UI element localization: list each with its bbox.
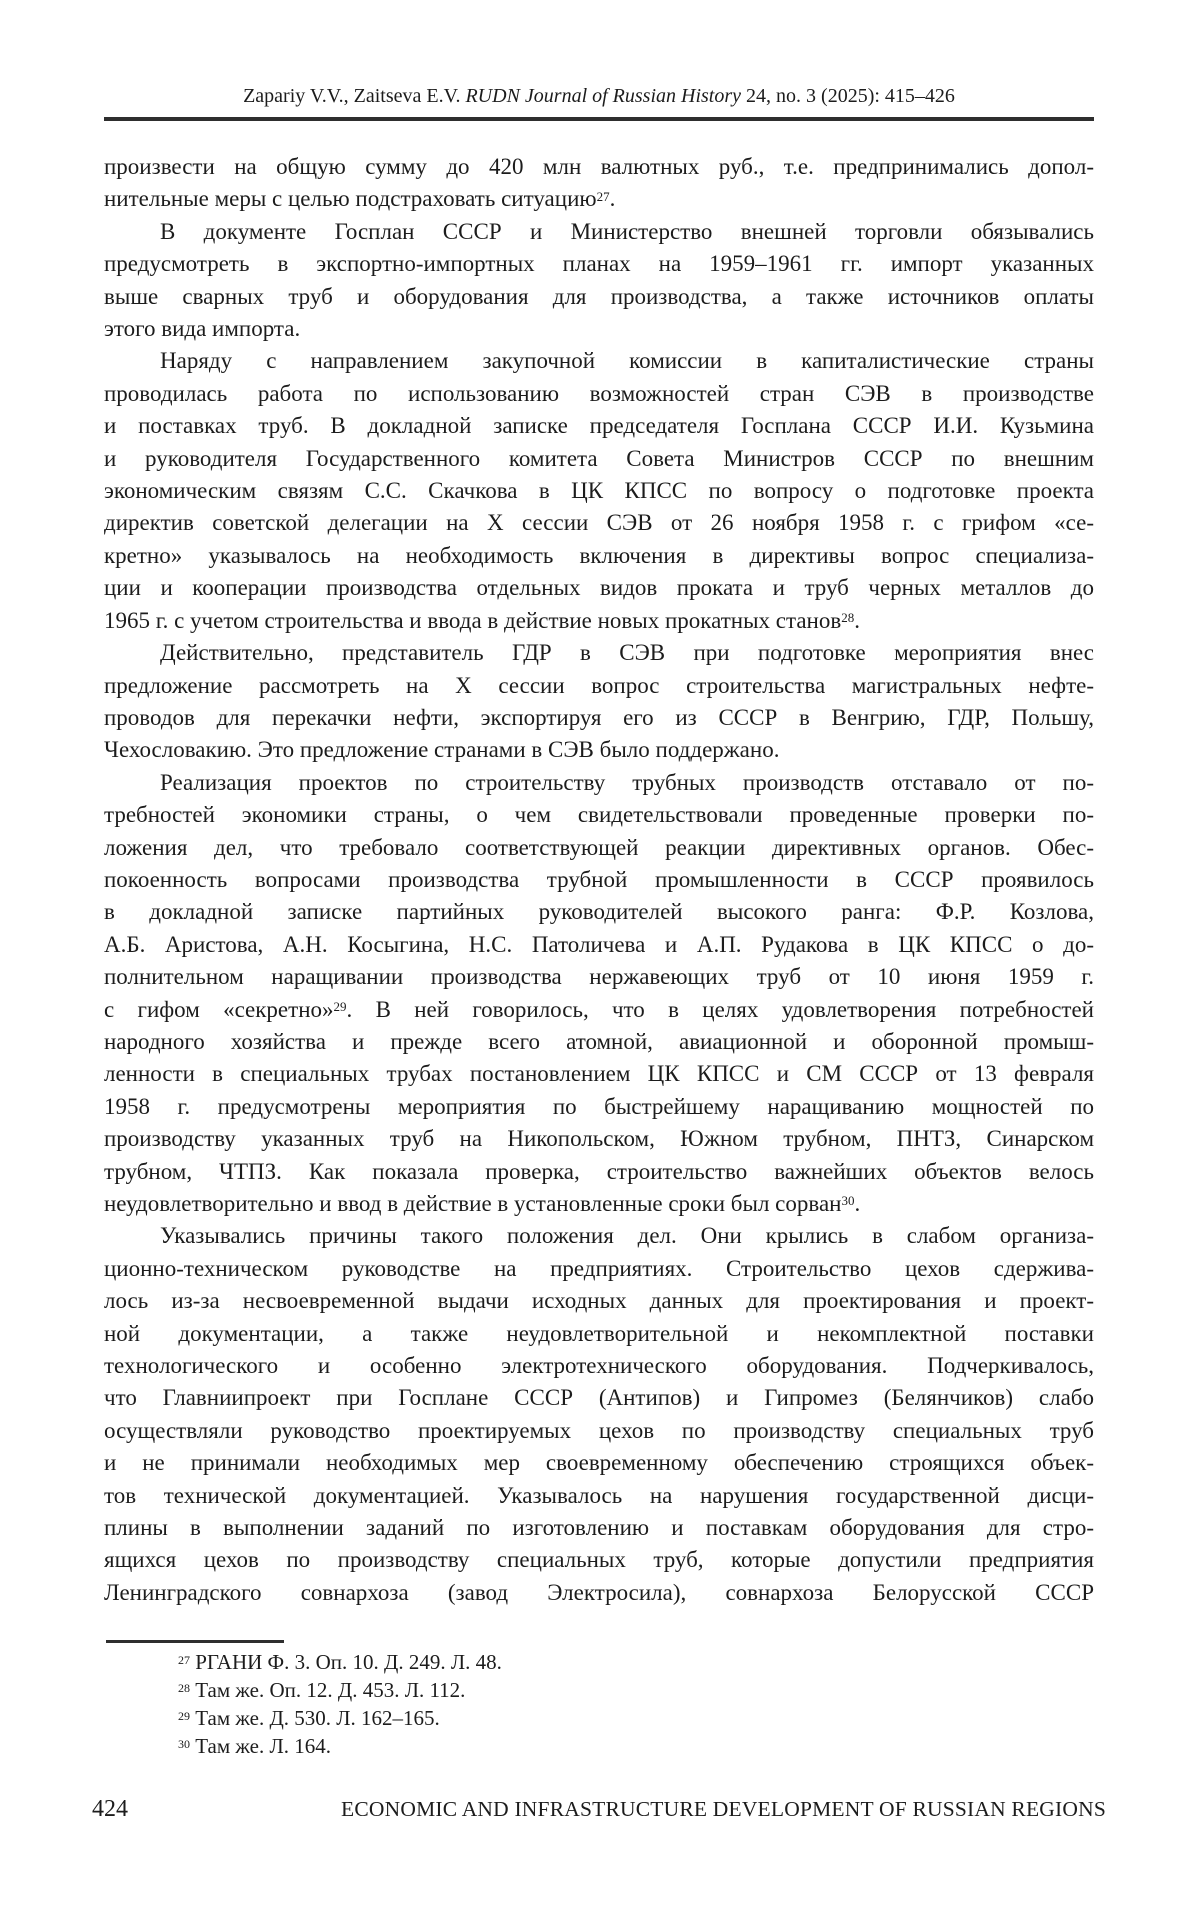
footnote-marker: 28 [841,609,855,625]
page-number: 424 [92,1796,128,1822]
text-line: в докладной записке партийных руководителей высокого ранга: Ф.Р. Козлова, [104,899,1094,925]
running-title: ECONOMIC AND INFRASTRUCTURE DEVELOPMENT OF RUSSIAN REGIONS [341,1797,1106,1821]
text-line: 1965 г. с учетом строительства и ввода в действие новых прокатных станов$^{28}$. [104,607,860,633]
text-line: Наряду с направлением закупочной комиссии в капиталистические страны [160,348,1094,374]
text-line: производству указанных труб на Никопольском, Южном трубном, ПНТЗ, Синарском [104,1126,1094,1152]
text-line: технологического и особенно электротехнического оборудования. Подчеркивалось, [104,1353,1094,1379]
text-line: неудовлетворительно и ввод в действие в установленные сроки был сорван$^{30}$. [104,1191,861,1216]
text-line: экономическим связям С.С. Скачкова в ЦК КПСС по вопросу о подготовке проекта [104,478,1094,504]
text-line: В документе Госплан СССР и Министерство внешней торговли обязывались [160,218,1094,244]
text-line: покоенность вопросами производства трубной промышленности в СССР проявилось [104,866,1094,892]
header-rule [104,117,1094,121]
running-header-authors: Zapariy V.V., Zaitseva E.V. [243,85,466,107]
page-footer [92,1796,1106,1823]
article-body [104,151,1094,1609]
text-line: плины в выполнении заданий по изготовлению и поставкам оборудования для стро- [104,1515,1094,1541]
text-line: директив советской делегации на X сессии СЭВ от 26 ноября 1958 г. с грифом «се- [104,510,1094,536]
text-line: полнительном наращивании производства нержавеющих труб от 10 июня 1959 г. [104,964,1094,990]
text-line: осуществляли руководство проектируемых цехов по производству специальных труб [104,1417,1094,1443]
text-line: с гифом «секретно»$^{29}$. В ней говорилось, что в целях удовлетворения потребностей [104,996,1094,1022]
footnote: $^{28}$ Там же. Оп. 12. Д. 453. Л. 112. [178,1678,466,1702]
text-line: требностей экономики страны, о чем свидетельствовали проведенные проверки по- [104,802,1094,828]
footnote-marker: 30 [841,1193,855,1209]
text-line: ящихся цехов по производству специальных труб, которые допустили предприятия [104,1547,1094,1573]
text-line: Действительно, представитель ГДР в СЭВ при подготовке мероприятия внес [160,640,1094,666]
text-line: проводилась работа по использованию возможностей стран СЭВ в производстве [104,380,1094,406]
footnote-marker: 28 [178,1680,190,1695]
running-header [104,84,1094,108]
footnotes [104,1648,1094,1760]
text-line: трубном, ЧТПЗ. Как показала проверка, строительство важнейших объектов велось [104,1158,1094,1184]
footnote-marker: 29 [333,998,347,1014]
text-line: Указывались причины такого положения дел. Они крылись в слабом организа- [160,1223,1094,1249]
text-line: предложение рассмотреть на X сессии вопрос строительства магистральных нефте- [104,672,1094,698]
text-line: народного хозяйства и прежде всего атомной, авиационной и оборонной промыш- [104,1028,1094,1054]
text-line: ленности в специальных трубах постановлением ЦК КПСС и СМ СССР от 13 февраля [104,1061,1094,1087]
text-line: Чехословакию. Это предложение странами в СЭВ было поддержано. [104,737,780,763]
footnote-separator [106,1640,284,1643]
text-line: и не принимали необходимых мер своевременному обеспечению строящихся объек- [104,1450,1094,1476]
text-line: что Главниипроект при Госплане СССР (Антипов) и Гипромез (Белянчиков) слабо [104,1385,1094,1411]
text-line: Ленинградского совнархоза (завод Электросила), совнархоза Белорусской СССР [104,1579,1094,1605]
text-line: тов технической документацией. Указывалось на нарушения государственной дисци- [104,1482,1094,1508]
footnote-marker: 27 [596,188,610,204]
footnote-marker: 30 [178,1736,190,1751]
text-line: и руководителя Государственного комитета Совета Министров СССР по внешним [104,445,1094,471]
text-line: нительные меры с целью подстраховать ситуацию$^{27}$. [104,186,616,212]
text-line: 1958 г. предусмотрены мероприятия по быстрейшему наращиванию мощностей по [104,1093,1094,1119]
running-header-journal-title: RUDN Journal of Russian History [465,85,742,107]
text-line: предусмотреть в экспортно-импортных планах на 1959–1961 гг. импорт указанных [104,251,1094,277]
text-line: кретно» указывалось на необходимость включения в директивы вопрос специализа- [104,542,1094,568]
text-line: Реализация проектов по строительству трубных производств отставало от по- [160,769,1094,795]
running-header-issue: 24, no. 3 (2025): 415–426 [741,85,955,107]
footnote: $^{29}$ Там же. Д. 530. Л. 162–165. [178,1706,440,1730]
text-line: выше сварных труб и оборудования для производства, а также источников оплаты [104,283,1094,309]
footnote: $^{27}$ РГАНИ Ф. 3. Оп. 10. Д. 249. Л. 48. [178,1650,502,1674]
footnote: $^{30}$ Там же. Л. 164. [178,1734,331,1758]
text-line: ционно-техническом руководстве на предприятиях. Строительство цехов сдержива- [104,1255,1094,1281]
text-line: лось из-за несвоевременной выдачи исходных данных для проектирования и проект- [104,1288,1094,1314]
footnote-marker: 27 [178,1652,190,1667]
text-line: ложения дел, что требовало соответствующей реакции директивных органов. Обес- [104,834,1094,860]
text-line: ции и кооперации производства отдельных видов проката и труб черных металлов до [104,575,1094,601]
footnote-marker: 29 [178,1708,190,1723]
text-line: проводов для перекачки нефти, экспортируя его из СССР в Венгрию, ГДР, Польшу, [104,704,1094,730]
text-line: произвести на общую сумму до 420 млн валютных руб., т.е. предпринимались допол- [104,154,1094,179]
text-line: этого вида импорта. [104,316,301,342]
text-line: ной документации, а также неудовлетворительной и некомплектной поставки [104,1320,1094,1346]
text-line: А.Б. Аристова, А.Н. Косыгина, Н.С. Патоличева и А.П. Рудакова в ЦК КПСС о до- [104,931,1094,957]
text-line: и поставках труб. В докладной записке председателя Госплана СССР И.И. Кузьмина [104,413,1094,439]
